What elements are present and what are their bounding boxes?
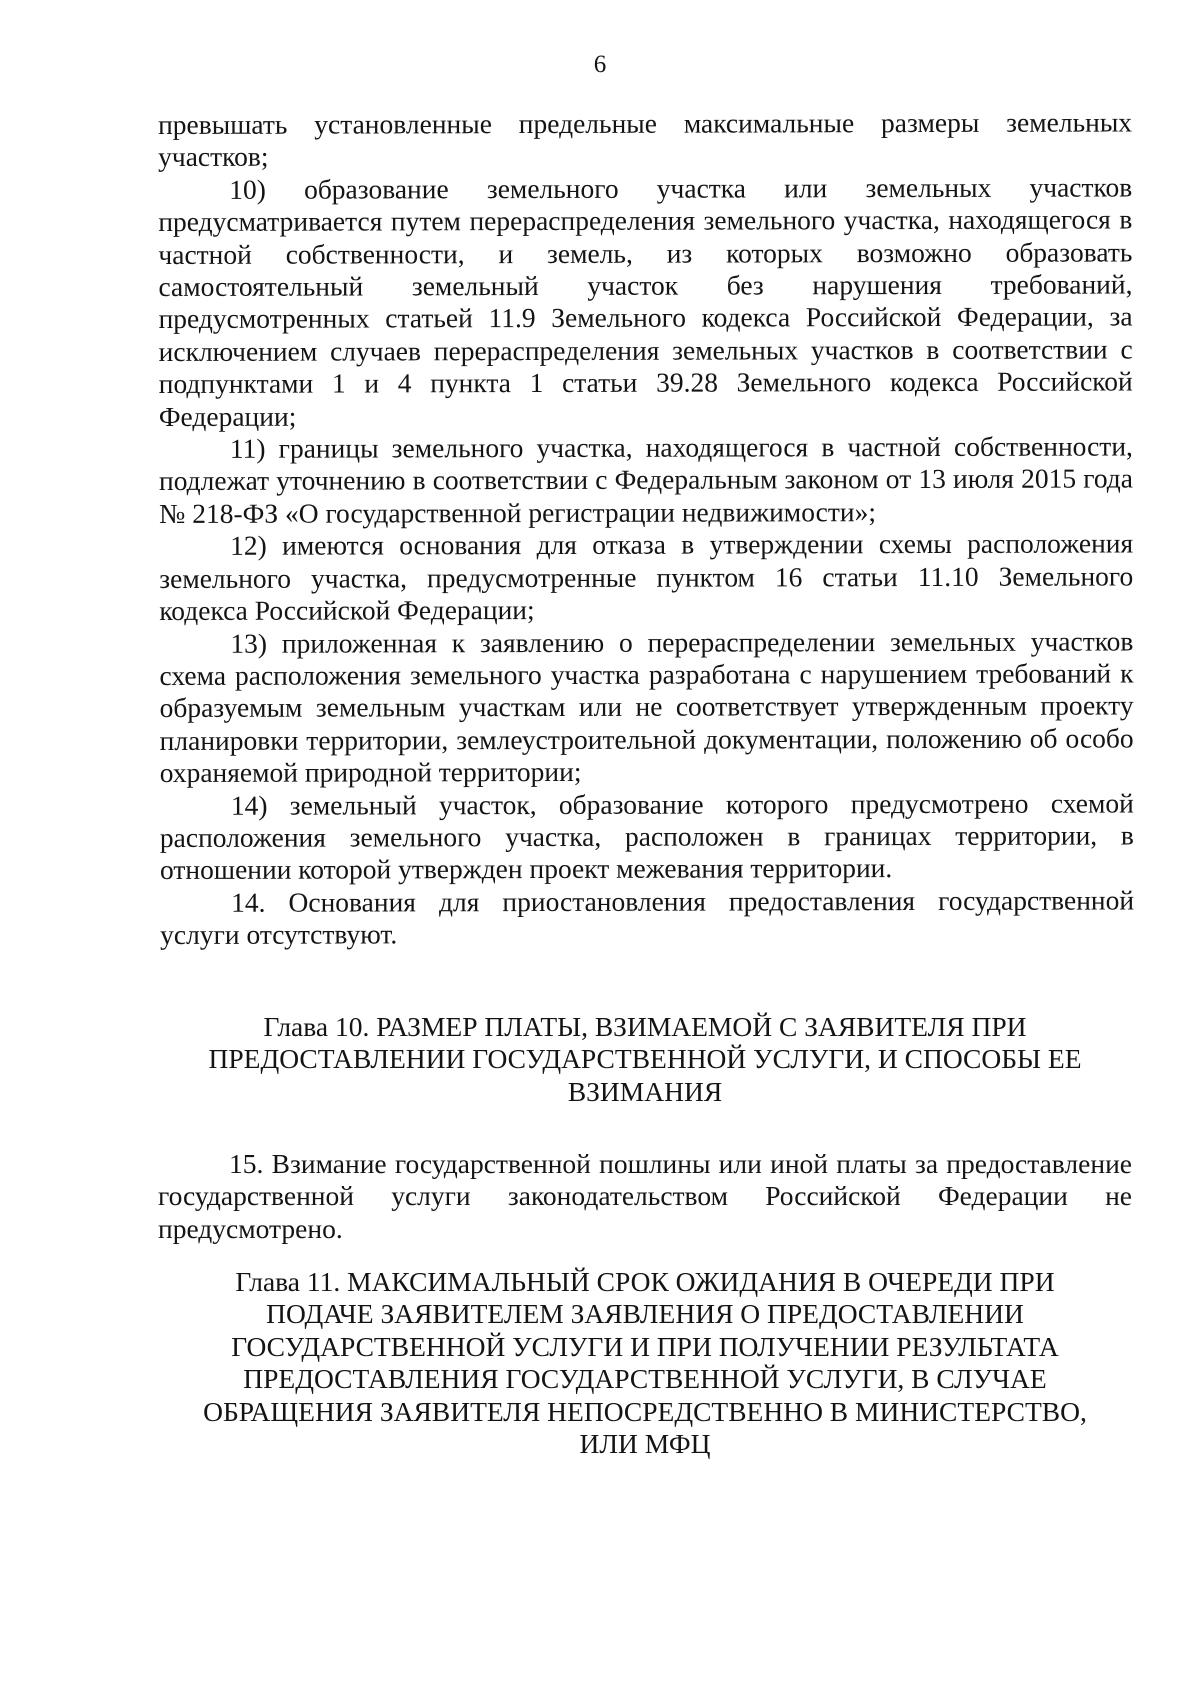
chapter-10-line: ПРЕДОСТАВЛЕНИИ ГОСУДАРСТВЕННОЙ УСЛУГИ, И СПОСОБЫ ЕЕ (208, 1043, 1082, 1075)
paragraph-14: 14. Основания для приостановления предоставления государственной услуги отсутствуют. (160, 884, 1135, 951)
chapter-11-heading (158, 1266, 1132, 1460)
paragraph-item-11: 11) границы земельного участка, находящегося в частной собственности, подлежат уточнению в соответствии с Федеральным законом от 13 июля 2015 года № 218-ФЗ «О государственной регистрации недвижимости»; (158, 430, 1134, 529)
chapter-11-line: ОБРАЩЕНИЯ ЗАЯВИТЕЛЯ НЕПОСРЕДСТВЕННО В МИНИСТЕРСТВО, (203, 1395, 1087, 1427)
paragraph-item-10: 10) образование земельного участка или земельных участков предусматривается путем перераспределения земельного участка, находящегося в частной собственности, и земель, из которых возможно образовать самостоятельный земельный участок без нарушения требований, предусмотренных статьей 11.9 Земельного кодекса Российской Федерации, за исключением случаев перераспределения земельных участков в соответствии с подпунктами 1 и 4 пункта 1 статьи 39.28 Земельного кодекса Российской Федерации; (158, 171, 1133, 432)
paragraph-item-12: 12) имеются основания для отказа в утверждении схемы расположения земельного участка, предусмотренные пунктом 16 статьи 11.10 Земельного кодекса Российской Федерации; (159, 527, 1134, 627)
chapter-11-line: Глава 11. МАКСИМАЛЬНЫЙ СРОК ОЖИДАНИЯ В ОЧЕРЕДИ ПРИ (235, 1266, 1055, 1297)
body-text (158, 106, 1134, 951)
paragraph-15: 15. Взимание государственной пошлины или иной платы за предоставление государственной услуги законодательством Российской Федерации не предусмотрено. (158, 1148, 1132, 1244)
chapter-11-line: ПРЕДОСТАВЛЕНИЯ ГОСУДАРСТВЕННОЙ УСЛУГИ, В СЛУЧАЕ (243, 1363, 1047, 1395)
chapter-11-line: ПОДАЧЕ ЗАЯВИТЕЛЕМ ЗАЯВЛЕНИЯ О ПРЕДОСТАВЛЕНИИ (266, 1298, 1024, 1330)
chapter-11-line: ГОСУДАРСТВЕННОЙ УСЛУГИ И ПРИ ПОЛУЧЕНИИ РЕЗУЛЬТАТА (231, 1330, 1059, 1362)
chapter-10-line: ВЗИМАНИЯ (567, 1075, 723, 1107)
page-number: 6 (593, 51, 607, 78)
paragraph-item-13: 13) приложенная к заявлению о перераспределении земельных участков схема расположения земельного участка разработана с нарушением требований к образуемым земельным участкам или не соответствует утвержденным проекту планировки территории, землеустроительной документации, положению об особо охраняемой природной территории; (159, 624, 1134, 789)
chapter-10-line: Глава 10. РАЗМЕР ПЛАТЫ, ВЗИМАЕМОЙ С ЗАЯВИТЕЛЯ ПРИ (263, 1011, 1027, 1042)
paragraph-item-14: 14) земельный участок, образование которого предусмотрено схемой расположения земельного участка, расположен в границах территории, в отношении которой утвержден проект межевания территории. (159, 786, 1134, 886)
chapter-11-line: ИЛИ МФЦ (579, 1428, 711, 1460)
chapter-10-heading (158, 1011, 1132, 1108)
paragraph-continuation: превышать установленные предельные максимальные размеры земельных участков; (158, 106, 1133, 173)
